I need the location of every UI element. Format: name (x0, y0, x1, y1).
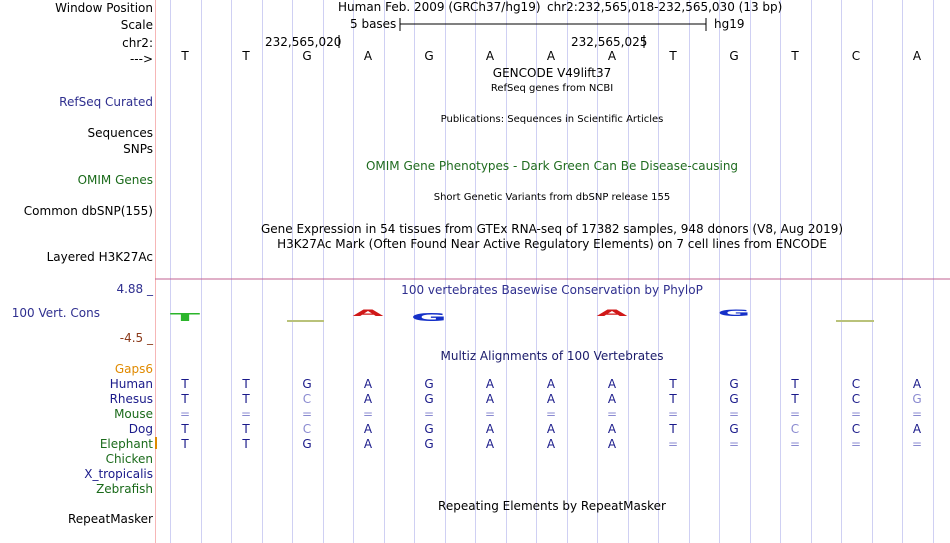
h3k27ac-track-title[interactable]: H3K27Ac Mark (Often Found Near Active Regulatory Elements) on 7 cell lines from ENCODE (277, 237, 827, 251)
alignment-base: G (302, 377, 312, 391)
phylop-logo-letter: G (717, 307, 751, 319)
track-label-sequences[interactable]: Sequences (87, 126, 153, 140)
phylop-track-title[interactable]: 100 vertebrates Basewise Conservation by PhyloP (401, 283, 703, 297)
species-label-elephant[interactable]: Elephant (99, 437, 153, 451)
coordinate-tick-2: 232,565,025 (571, 35, 648, 49)
alignment-base: = (362, 407, 374, 421)
species-label-dog[interactable]: Dog (128, 422, 153, 436)
alignment-base: G (302, 437, 312, 451)
track-label-dbsnp[interactable]: Common dbSNP(155) (23, 204, 153, 218)
alignment-base: T (242, 392, 250, 406)
gtex-track-title[interactable]: Gene Expression in 54 tissues from GTEx RNA-seq of 17382 samples, 948 donors (V8, Aug 2019) (260, 222, 844, 236)
alignment-base: T (669, 392, 677, 406)
alignment-base: G (729, 377, 739, 391)
reference-base: A (546, 49, 556, 63)
track-label-phylop[interactable]: 100 Vert. Cons (11, 306, 100, 320)
alignment-base: = (423, 407, 435, 421)
scale-db-label: hg19 (714, 17, 745, 31)
alignment-base: = (606, 407, 618, 421)
refseq-track-subtitle: RefSeq genes from NCBI (490, 83, 614, 94)
phylop-logo-letter: A (352, 307, 384, 319)
track-label-gaps[interactable]: Gaps6 (114, 362, 153, 376)
reference-base: A (363, 49, 373, 63)
alignment-base: G (729, 392, 739, 406)
scale-bases-label: 5 bases (350, 17, 397, 31)
coordinate-tick-1: 232,565,020 (265, 35, 342, 49)
reference-base: A (485, 49, 495, 63)
alignment-base: A (363, 437, 373, 451)
alignment-base: = (179, 407, 191, 421)
window-position-label: Window Position (55, 1, 153, 15)
alignment-base: A (485, 437, 495, 451)
alignment-base: = (850, 437, 862, 451)
alignment-base: = (667, 407, 679, 421)
alignment-base: G (729, 422, 739, 436)
alignment-base: T (242, 377, 250, 391)
alignment-base: = (240, 407, 252, 421)
position-readout: chr2:232,565,018-232,565,030 (13 bp) (547, 0, 783, 14)
alignment-base: C (851, 422, 861, 436)
alignment-base: T (791, 392, 799, 406)
alignment-base: A (546, 392, 556, 406)
alignment-base: A (546, 437, 556, 451)
alignment-base: T (181, 437, 189, 451)
phylop-min-label: -4.5 _ (119, 331, 153, 345)
track-label-snps[interactable]: SNPs (123, 142, 153, 156)
species-label-human[interactable]: Human (109, 377, 153, 391)
publications-track-title[interactable]: Publications: Sequences in Scientific Articles (440, 114, 664, 125)
alignment-base: A (607, 437, 617, 451)
alignment-base: A (546, 422, 556, 436)
reference-base: A (912, 49, 922, 63)
phylop-logo-letter: T (169, 310, 201, 324)
alignment-base: G (424, 422, 434, 436)
reference-base: A (607, 49, 617, 63)
phylop-logo-letter: A (596, 307, 628, 319)
alignment-base: A (363, 422, 373, 436)
track-label-omim[interactable]: OMIM Genes (77, 173, 153, 187)
phylop-logo-letter: G (410, 310, 448, 324)
multiz-track-title[interactable]: Multiz Alignments of 100 Vertebrates (440, 349, 664, 363)
alignment-base: = (667, 437, 679, 451)
alignment-base: A (607, 392, 617, 406)
alignment-base: T (669, 377, 677, 391)
alignment-base: T (242, 437, 250, 451)
alignment-base: A (363, 377, 373, 391)
gencode-track-title[interactable]: GENCODE V49lift37 (492, 66, 612, 80)
species-label-chicken[interactable]: Chicken (105, 452, 153, 466)
phylop-max-label: 4.88 _ (116, 282, 153, 296)
alignment-base: = (911, 407, 923, 421)
reference-base: G (729, 49, 739, 63)
reference-base: T (669, 49, 677, 63)
repeatmasker-track-title[interactable]: Repeating Elements by RepeatMasker (438, 499, 666, 513)
reference-base: C (851, 49, 861, 63)
alignment-base: G (912, 392, 922, 406)
alignment-base: T (242, 422, 250, 436)
alignment-base: C (302, 422, 312, 436)
alignment-base: A (485, 377, 495, 391)
alignment-base: = (545, 407, 557, 421)
alignment-base: = (911, 437, 923, 451)
alignment-base: = (789, 437, 801, 451)
alignment-base: = (850, 407, 862, 421)
alignment-base: A (912, 422, 922, 436)
track-label-refseq[interactable]: RefSeq Curated (59, 95, 153, 109)
alignment-base: C (851, 377, 861, 391)
alignment-base: T (669, 422, 677, 436)
alignment-base: A (912, 377, 922, 391)
alignment-base: A (363, 392, 373, 406)
alignment-base: = (728, 407, 740, 421)
alignment-base: A (485, 392, 495, 406)
alignment-base: T (181, 422, 189, 436)
species-label-mouse[interactable]: Mouse (114, 407, 153, 421)
track-label-repeatmasker[interactable]: RepeatMasker (67, 512, 153, 526)
alignment-base: C (302, 392, 312, 406)
alignment-base: A (607, 422, 617, 436)
species-label-x_tropicalis[interactable]: X_tropicalis (84, 467, 153, 481)
alignment-base: G (424, 377, 434, 391)
chrom-label: chr2: (122, 36, 153, 50)
alignment-base: C (851, 392, 861, 406)
omim-track-title[interactable]: OMIM Gene Phenotypes - Dark Green Can Be Disease-causing (365, 159, 739, 173)
reference-base: T (181, 49, 189, 63)
alignment-base: G (424, 392, 434, 406)
alignment-base: = (301, 407, 313, 421)
dbsnp-track-title[interactable]: Short Genetic Variants from dbSNP release 155 (433, 192, 671, 203)
alignment-base: A (607, 377, 617, 391)
alignment-base: A (485, 422, 495, 436)
reference-base: T (791, 49, 799, 63)
reference-base: T (242, 49, 250, 63)
alignment-base: G (424, 437, 434, 451)
reference-base: G (424, 49, 434, 63)
reference-base: G (302, 49, 312, 63)
track-label-h3k27ac[interactable]: Layered H3K27Ac (46, 250, 153, 264)
alignment-base: C (790, 422, 800, 436)
scale-label: Scale (120, 18, 153, 32)
alignment-base: A (546, 377, 556, 391)
alignment-base: = (728, 437, 740, 451)
alignment-base: T (791, 377, 799, 391)
alignment-base: = (789, 407, 801, 421)
species-label-rhesus[interactable]: Rhesus (109, 392, 153, 406)
alignment-base: T (181, 377, 189, 391)
alignment-base: = (484, 407, 496, 421)
species-label-zebrafish[interactable]: Zebrafish (96, 482, 153, 496)
strand-label[interactable]: ---> (129, 52, 153, 66)
alignment-base: T (181, 392, 189, 406)
assembly-title: Human Feb. 2009 (GRCh37/hg19) (338, 0, 541, 14)
